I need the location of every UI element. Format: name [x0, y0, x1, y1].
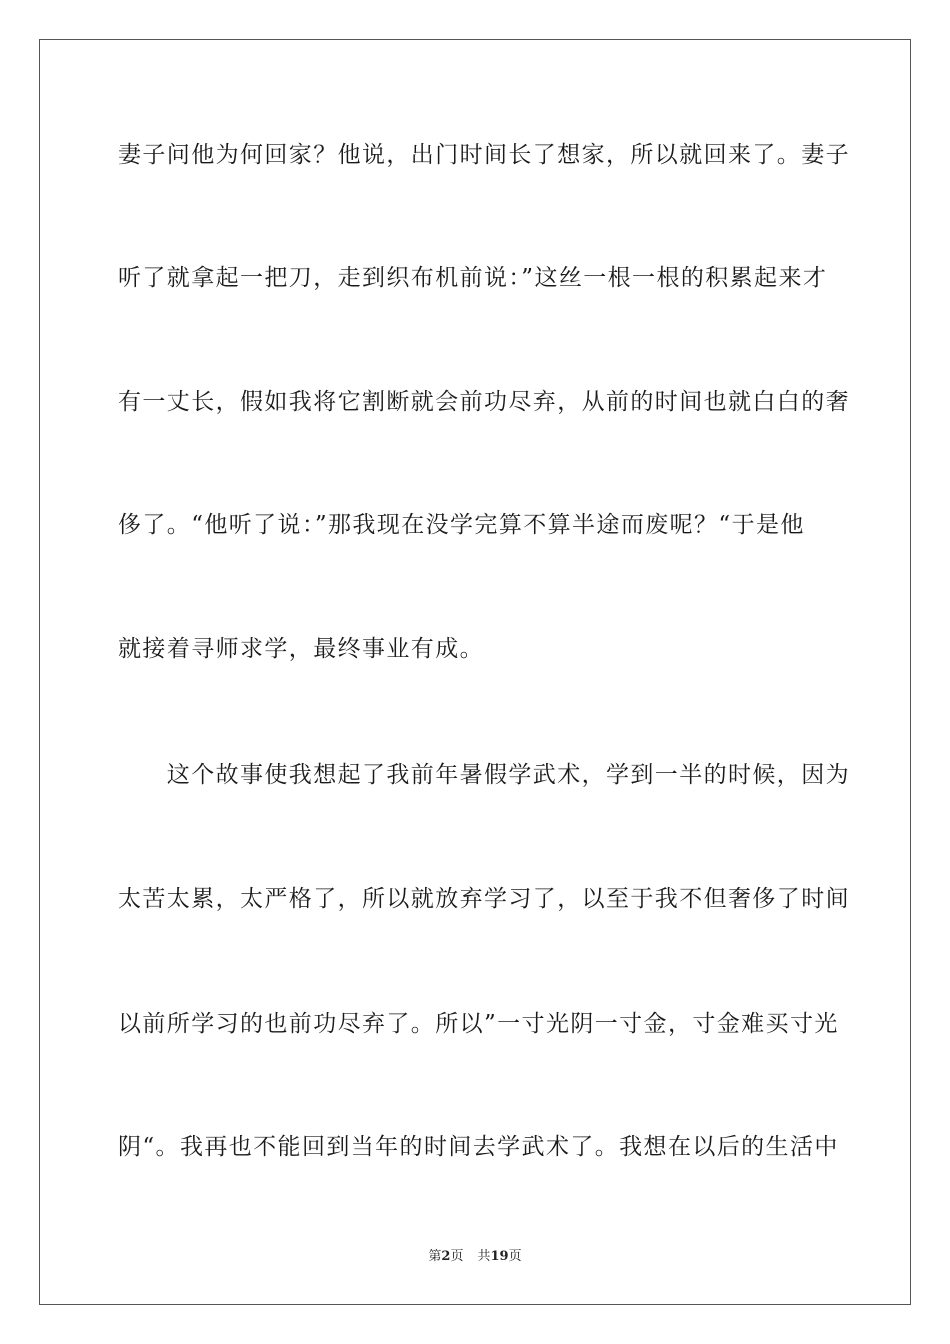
body-text-line: 以前所学习的也前功尽弃了。所以”一寸光阴一寸金，寸金难买寸光 [118, 1011, 839, 1037]
total-prefix: 共 [477, 1249, 491, 1264]
body-text-line: 侈了。“他听了说：”那我现在没学完算不算半途而废呢？“于是他 [118, 512, 805, 538]
page-border [39, 39, 911, 1305]
total-suffix: 页 [508, 1249, 522, 1264]
page-suffix: 页 [450, 1249, 464, 1264]
page-prefix: 第 [428, 1249, 442, 1264]
body-text-line: 听了就拿起一把刀，走到织布机前说：”这丝一根一根的积累起来才 [118, 265, 828, 291]
page-footer [0, 1249, 950, 1265]
total-pages: 19 [490, 1249, 509, 1264]
body-text-line: 就接着寻师求学，最终事业有成。 [118, 636, 484, 662]
body-text-line: 这个故事使我想起了我前年暑假学武术，学到一半的时候，因为 [118, 762, 850, 788]
body-text-line: 妻子问他为何回家？他说，出门时间长了想家，所以就回来了。妻子 [118, 142, 850, 168]
body-text-line: 太苦太累，太严格了，所以就放弃学习了，以至于我不但奢侈了时间 [118, 886, 850, 912]
body-text-line: 阴“。我再也不能回到当年的时间去学武术了。我想在以后的生活中 [118, 1134, 839, 1160]
page-number: 2 [441, 1249, 451, 1264]
body-text-line: 有一丈长，假如我将它割断就会前功尽弃，从前的时间也就白白的奢 [118, 389, 850, 415]
